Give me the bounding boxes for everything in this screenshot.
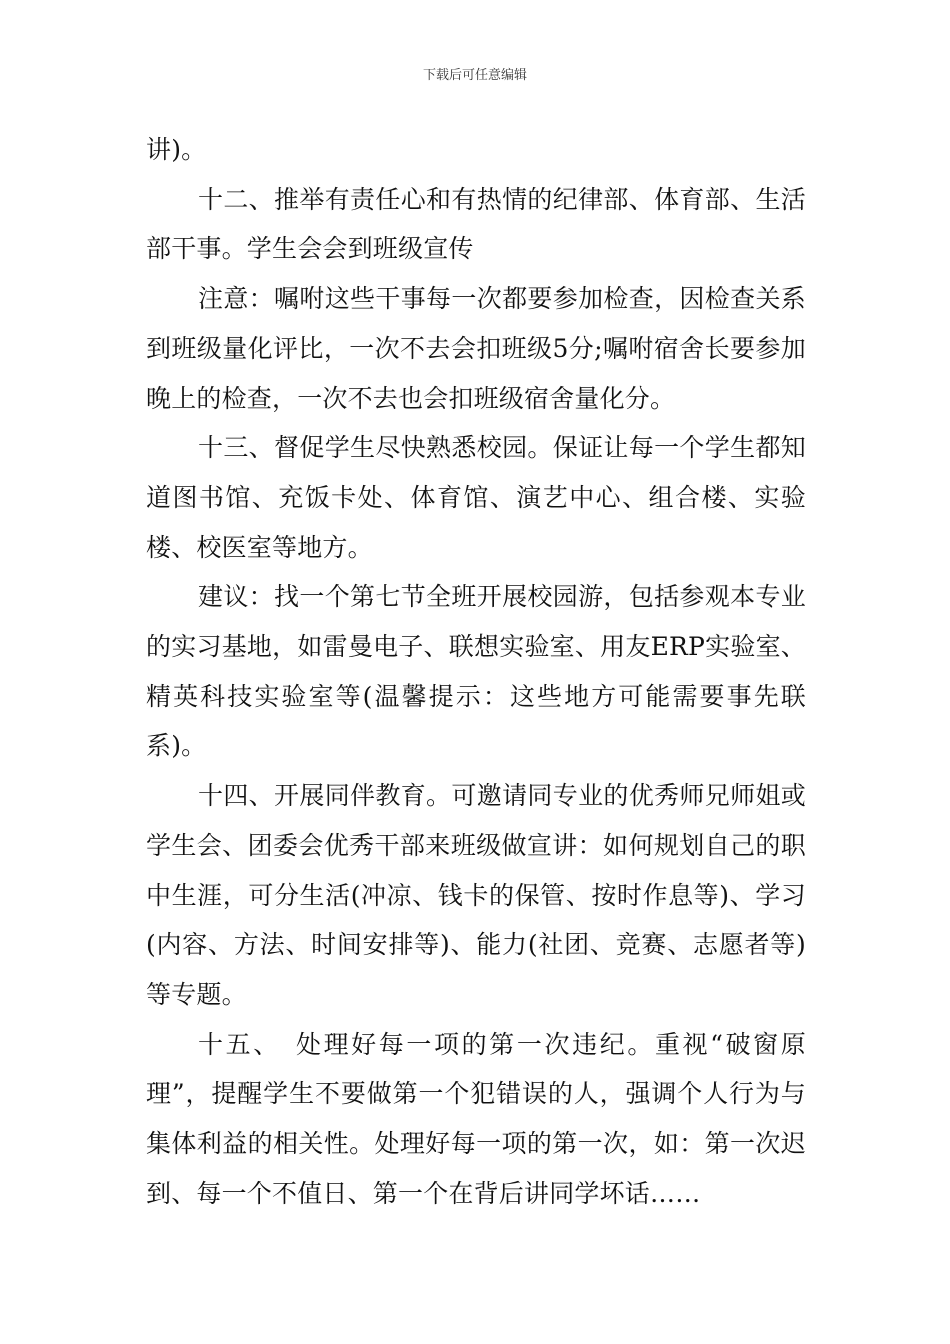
paragraph-item-13: 十三、督促学生尽快熟悉校园。保证让每一个学生都知道图书馆、充饭卡处、体育馆、演艺中心、组合楼、实验楼、校医室等地方。 (146, 433, 806, 562)
paragraph-item-15: 十五、 处理好每一项的第一次违纪。重视“破窗原理”，提醒学生不要做第一个犯错误的人，强调个人行为与集体利益的相关性。处理好每一项的第一次，如：第一次迟到、每一个不值日、第一个在背后讲同学坏话…… (146, 1029, 806, 1208)
document-body (146, 125, 806, 1218)
paragraph-suggestion-13: 建议：找一个第七节全班开展校园游，包括参观本专业的实习基地，如雷曼电子、联想实验室、用友ERP实验室、精英科技实验室等(温馨提示：这些地方可能需要事先联系)。 (146, 582, 806, 761)
paragraph-item-12: 十二、推举有责任心和有热情的纪律部、体育部、生活部干事。学生会会到班级宣传 (146, 184, 806, 264)
paragraph-continuation: 讲)。 (146, 135, 207, 164)
paragraph-item-14: 十四、开展同伴教育。可邀请同专业的优秀师兄师姐或学生会、团委会优秀干部来班级做宣讲：如何规划自己的职中生涯，可分生活(冲凉、钱卡的保管、按时作息等)、学习(内容、方法、时间安排等)、能力(社团、竞赛、志愿者等)等专题。 (146, 781, 806, 1009)
paragraph-note-12: 注意：嘱咐这些干事每一次都要参加检查，因检查关系到班级量化评比，一次不去会扣班级5分;嘱咐宿舍长要参加晚上的检查，一次不去也会扣班级宿舍量化分。 (146, 284, 806, 413)
page-header-note: 下载后可任意编辑 (422, 68, 527, 83)
